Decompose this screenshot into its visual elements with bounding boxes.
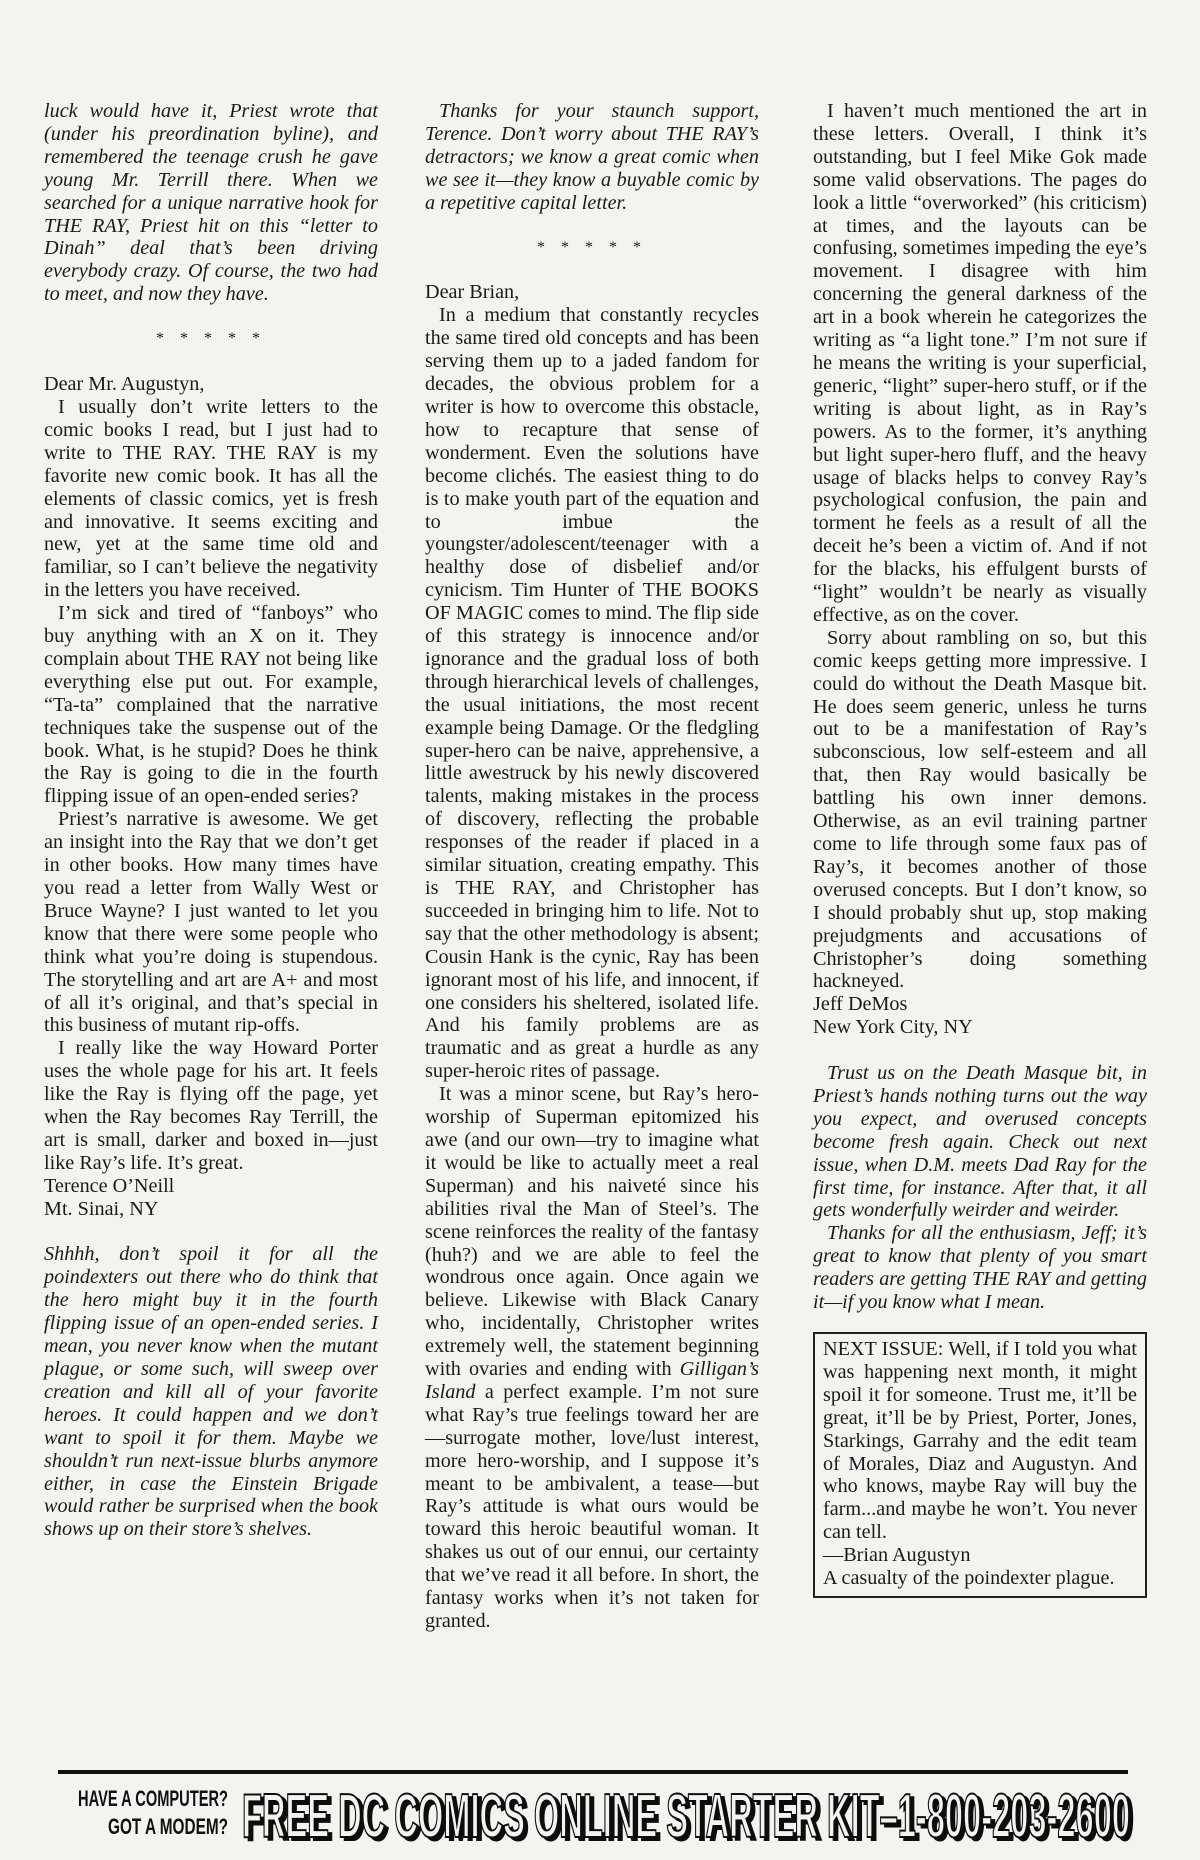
book-title: Gilligan’s Island	[425, 1358, 759, 1403]
salutation: Dear Mr. Augustyn,	[44, 373, 205, 396]
signature-name: Jeff DeMos	[813, 993, 908, 1016]
column-2	[425, 100, 759, 1633]
letter-paragraph: In a medium that constantly recycles the same tired old concepts and has been serving them up to a jaded fandom for decades, the obvious problem for a writer is how to overcome this obstacle, how to recapture that sense of wonderment. Even the solutions have become clichés. The easiest thing to do is to make youth part of the equation and to imbue the youngster/adolescent/teenager with a healthy dose of disbelief and/or cynicism. Tim Hunter of THE BOOKS OF MAGIC comes to mind. The flip side of this strategy is innocence and/or ignorance and the gradual loss of both through hierarchical levels of challenges, the usual initiations, the most recent example being Damage. Or the fledgling super-hero can be naive, apprehensive, a little awestruck by his newly discovered talents, making mistakes in the process of discovery, reflecting the probable responses of the reader if placed in a similar situation, creating empathy. This is THE RAY, and Christopher has succeeded in bringing him to life. Not to say that the other methodology is absent; Cousin Hank is the cynic, Ray has been ignorant most of his life, and innocent, if one considers his sheltered, isolated life. And his family problems are as traumatic and as great a hurdle as any super-heroic rites of passage.	[425, 304, 759, 1083]
banner-line-1: HAVE A COMPUTER?	[78, 1786, 228, 1811]
text: a perfect example. I’m not sure what Ray’s true feelings toward her are—surrogate mother, love/lust interest, more hero-worship, and I suppose it’s meant to be ambivalent, a tease—but Ray’s attitude is what ours would be toward this heroic beautiful woman. It shakes us out of our ennui, our certainty that we’ve read it all before. In short, the fantasy works when it’s not taken for granted.	[425, 1380, 759, 1632]
signature-place: New York City, NY	[813, 1016, 973, 1039]
editor-reply-continued: luck would have it, Priest wrote that (under his preordination byline), and remembered the teenage crush he gave young Mr. Terrill there. When we searched for a unique narrative hook for THE RAY, Priest hit on this “letter to Dinah” deal that’s been driving everybody crazy. Of course, the two had to meet, and now they have.	[44, 100, 378, 306]
separator: * * * * *	[156, 330, 266, 348]
column-3	[813, 100, 1147, 1598]
letter-paragraph: I really like the way Howard Porter uses the whole page for his art. It feels like the Ray is flying off the page, yet when the Ray becomes Ray Terrill, the art is small, darker and boxed in—just like Ray’s life. It’s great.	[44, 1037, 378, 1174]
next-issue-box	[813, 1332, 1147, 1598]
divider-rule	[58, 1770, 1128, 1774]
next-issue-signature: —Brian Augustyn	[823, 1544, 971, 1567]
letter-paragraph: Priest’s narrative is awesome. We get an insight into the Ray that we don’t get in other books. How many times have you read a letter from Wally West or Bruce Wayne? I just wanted to let you know that there were some people who think what you’re doing is stupendous. The storytelling and art are A+ and most of all it’s original, and that’s special in this business of mutant rip-offs.	[44, 808, 378, 1037]
letter-paragraph: I haven’t much mentioned the art in these letters. Overall, I think it’s outstanding, but I feel Mike Gok made some valid observations. The pages do look a little “overworked” (his criticism) at times, and the layouts can be confusing, sometimes impeding the eye’s movement. I disagree with him concerning the general darkness of the art in a book wherein he categorizes the writing as “a light tone.” I’m not sure if he means the writing is your superficial, generic, “light” super-hero stuff, or if the writing is about light, as in Ray’s powers. As to the former, it’s anything but light super-hero fluff, and the heavy usage of blacks helps to convey Ray’s psychological confusion, the pain and torment he feels as a result of all the deceit he’s been a victim of. And if not for the blacks, his effulgent bursts of “light” wouldn’t be nearly as visually effective, as on the cover.	[813, 100, 1147, 626]
next-issue-signature-title: A casualty of the poindexter plague.	[823, 1567, 1115, 1590]
letter-paragraph	[425, 1083, 759, 1633]
editor-reply: Thanks for all the enthusiasm, Jeff; it’s great to know that plenty of you smart readers are getting THE RAY and getting it—if you know what I mean.	[813, 1222, 1147, 1314]
text: It was a minor scene, but Ray’s hero-worship of Superman epitomized his awe (and our own—try to imagine what it would be like to actually meet a real Superman) and his naiveté since his abilities rival the Man of Steel’s. The scene reinforces the reality of the fantasy (huh?) and we are able to feel the wondrous once again. Once again we believe. Likewise with Black Canary who, incidentally, Christopher writes extremely well, the statement beginning with ovaries and ending with	[425, 1083, 759, 1381]
editor-reply: Shhhh, don’t spoil it for all the poindexters out there who do think that the hero might buy it in the fourth flipping issue of an open-ended series. I mean, you never know when the mutant plague, or some such, will sweep over creation and kill all of your favorite heroes. It could happen and we don’t want to spoil it for them. Maybe we shouldn’t run next-issue blurbs anymore either, in case the Einstein Brigade would rather be surprised when the book shows up on their store’s shelves.	[44, 1243, 378, 1541]
next-issue-text: NEXT ISSUE: Well, if I told you what was happening next month, it might spoil it for someone. Trust me, it’ll be great, it’ll be by Priest, Porter, Jones, Starkings, Garrahy and the edit team of Morales, Diaz and Augustyn. And who knows, maybe Ray will buy the farm...and maybe he won’t. You never can tell.	[823, 1338, 1137, 1544]
salutation: Dear Brian,	[425, 281, 520, 304]
signature-name: Terence O’Neill	[44, 1174, 175, 1197]
promo-banner	[0, 1778, 1200, 1848]
separator: * * * * *	[537, 238, 647, 256]
column-1	[44, 100, 378, 1541]
letter-paragraph: Sorry about rambling on so, but this comic keeps getting more impressive. I could do without the Death Masque bit. He does seem generic, unless he turns out to be a manifestation of Ray’s subconscious, low self-esteem and all that, then Ray would basically be battling his own inner demons. Otherwise, as an evil training partner come to life through some faux pas of Ray’s, it becomes another of those overused concepts. But I don’t know, so I should probably shut up, stop making prejudgments and accusations of Christopher’s doing something hackneyed.	[813, 626, 1147, 993]
signature-place: Mt. Sinai, NY	[44, 1197, 159, 1220]
letter-paragraph: I’m sick and tired of “fanboys” who buy anything with an X on it. They complain about THE RAY not being like everything else put out. For example, “Ta-ta” complained that the narrative techniques take the suspense out of the book. What, is he stupid? Does he think the Ray is going to die in the fourth flipping issue of an open-ended series?	[44, 602, 378, 808]
editor-reply: Trust us on the Death Masque bit, in Priest’s hands nothing turns out the way you expect, and overused concepts become fresh again. Check out next issue, when D.M. meets Dad Ray for the first time, for instance. After that, it all gets wonderfully weirder and weirder.	[813, 1062, 1147, 1222]
banner-headline: FREE DC COMICS ONLINE STARTER KIT–1-800-203-2600	[242, 1782, 1130, 1848]
letter-paragraph: I usually don’t write letters to the comic books I read, but I just had to write to THE RAY. THE RAY is my favorite new comic book. It has all the elements of classic comics, yet is fresh and innovative. It seems exciting and new, yet at the same time old and familiar, so I can’t believe the negativity in the letters you have received.	[44, 395, 378, 602]
editor-reply: Thanks for your staunch support, Terence. Don’t worry about THE RAY’s detractors; we know a great comic when we see it—they know a buyable comic by a repetitive capital letter.	[425, 100, 759, 214]
banner-line-2: GOT A MODEM?	[108, 1814, 228, 1839]
